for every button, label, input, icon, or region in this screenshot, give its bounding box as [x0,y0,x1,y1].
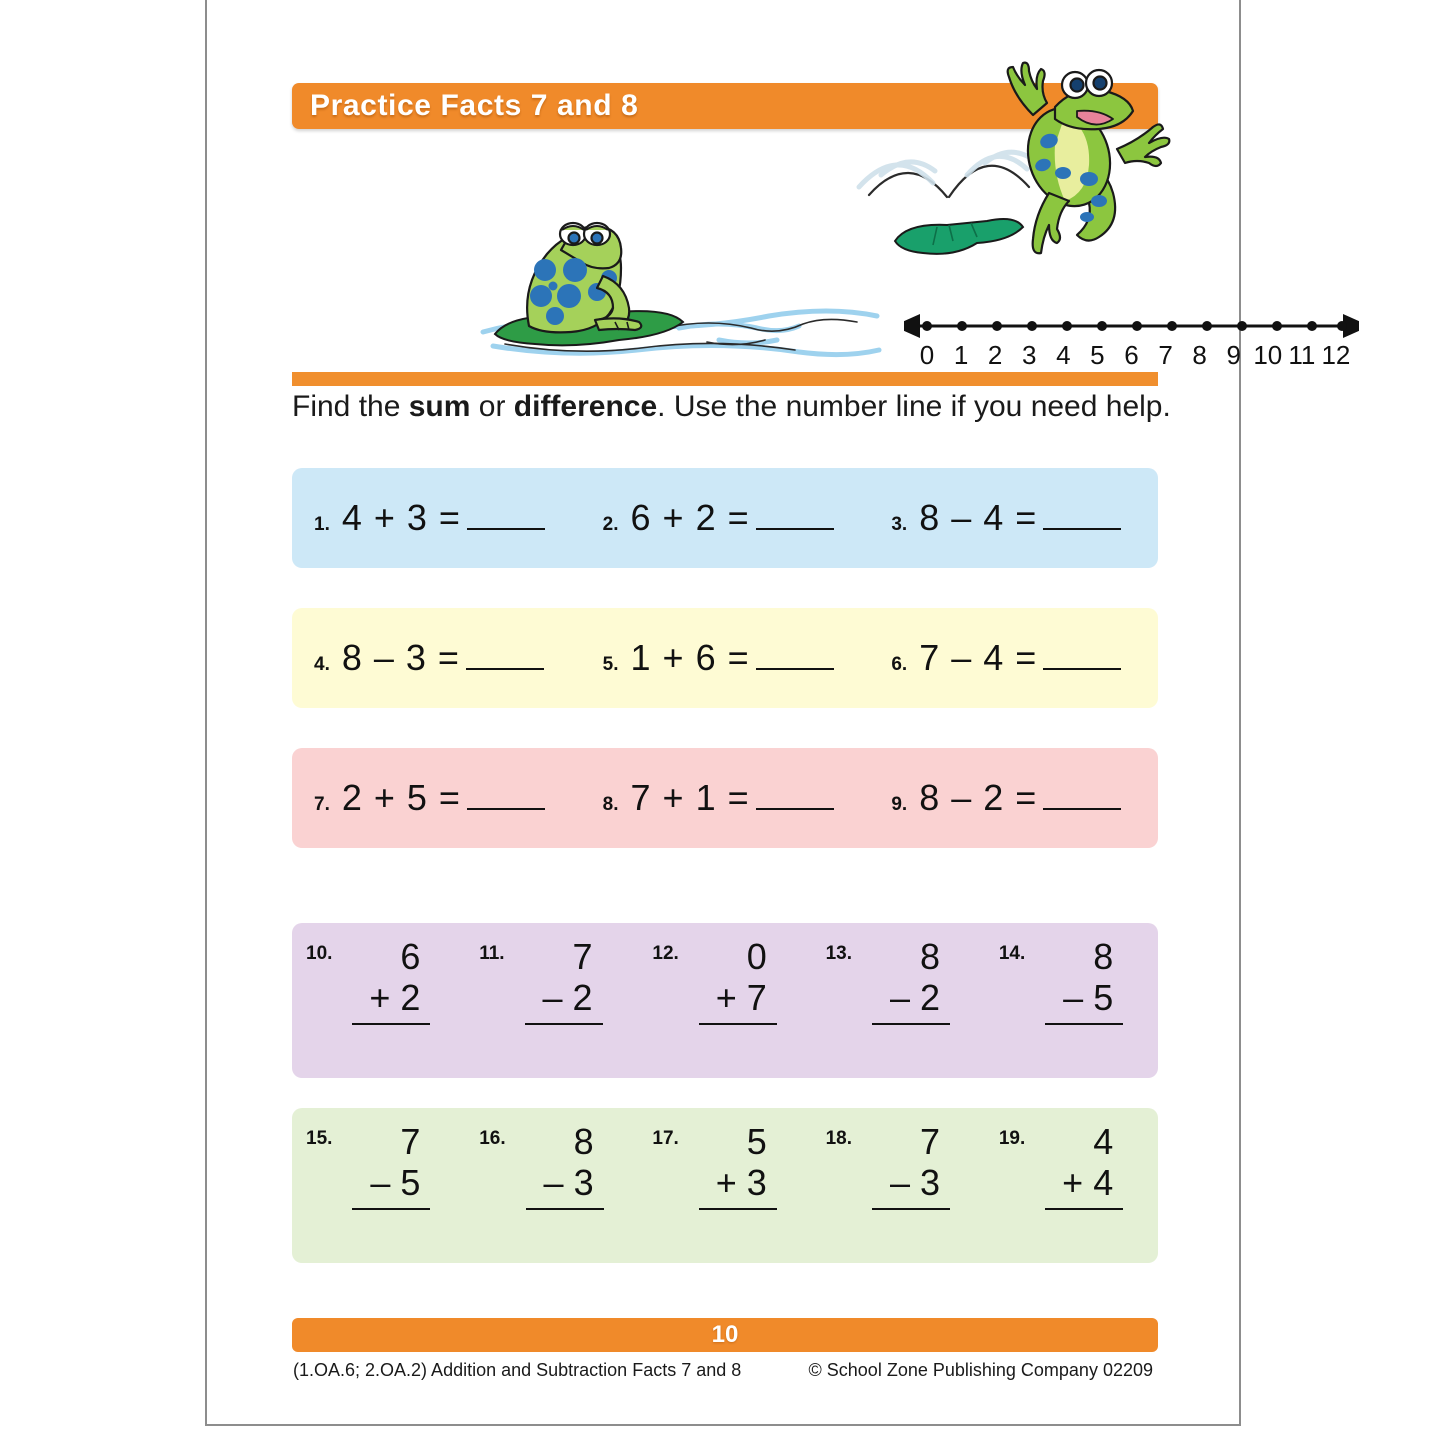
problem-16-operator: – [543,1162,564,1203]
problem-9-number: 9. [891,794,908,815]
problem-16-top: 8 [573,1121,594,1162]
problem-11-addend: 2 [572,977,593,1018]
problem-11 [465,936,638,1025]
problem-17-operator: + [715,1162,737,1203]
copyright-footnote: © School Zone Publishing Company 02209 [808,1360,1153,1380]
problem-18-answer-line[interactable] [872,1208,950,1210]
number-line-tick-10: 10 [1253,340,1283,370]
page-number-bar [292,1318,1158,1352]
problem-18-bottom [890,1160,950,1202]
problem-9-answer-blank[interactable] [1043,808,1121,810]
problem-11-number: 11. [479,943,505,964]
problem-17-addend: 3 [746,1162,767,1203]
problem-5-number: 5. [602,654,619,675]
problem-18-operator: – [889,1162,910,1203]
page-number: 10 [711,1321,739,1348]
problem-row-2 [292,608,1158,708]
problem-13-bottom [890,975,950,1017]
sitting-frog-shape [527,223,641,332]
lilypad-shape [895,219,1023,254]
problem-15-bottom [370,1160,430,1202]
problem-1-number: 1. [314,514,330,535]
problem-8-expression: 7 + 1 = [630,777,750,818]
problem-12-number: 12. [652,943,679,964]
problem-8-number: 8. [602,794,619,815]
problem-16-addend: 3 [573,1162,594,1203]
problem-1 [292,497,581,539]
orange-divider [292,372,1158,386]
problem-12-top: 0 [746,936,767,977]
problem-18-addend: 3 [920,1162,941,1203]
problem-5-answer-blank[interactable] [756,668,834,670]
problem-13-addend: 2 [920,977,941,1018]
problem-19-number: 19. [998,1128,1026,1149]
number-line-tick-3: 3 [1022,340,1037,370]
problem-15-operator: – [370,1162,391,1203]
problem-3-number: 3. [891,514,908,535]
instruction-bold-difference: difference [513,390,658,423]
problem-11-answer-line[interactable] [525,1023,603,1025]
problem-2-number: 2. [602,514,619,535]
problem-10-bottom [369,975,430,1017]
jumping-frog-illustration [837,45,1187,335]
problem-4-number: 4. [314,654,330,675]
problem-14-answer-line[interactable] [1045,1023,1123,1025]
problem-10-answer-line[interactable] [352,1023,430,1025]
problem-10-top: 6 [400,936,421,977]
problem-17-top: 5 [746,1121,767,1162]
problem-14-top: 8 [1093,936,1114,977]
problem-7-expression: 2 + 5 = [341,777,461,818]
number-line-tick-11: 11 [1288,340,1316,370]
problem-8 [581,777,870,819]
problem-1-answer-blank[interactable] [467,528,545,530]
problem-14 [985,936,1158,1025]
problem-15 [292,1121,465,1210]
instruction-part-2: or [470,390,514,423]
problem-19-operator: + [1062,1162,1084,1203]
number-line [904,312,1359,372]
instruction-part-1: Find the [292,390,409,423]
problem-2 [581,497,870,539]
standards-footnote: (1.OA.6; 2.OA.2) Addition and Subtraction Facts 7 and 8 [293,1360,742,1380]
problem-16-number: 16. [479,1128,506,1149]
problem-band-blue [292,468,1158,568]
number-line-tick-1: 1 [953,340,969,370]
instruction-text [292,390,1172,424]
problem-14-number: 14. [998,943,1026,964]
problem-13-top: 8 [920,936,941,977]
problem-6-answer-blank[interactable] [1043,668,1121,670]
problem-15-number: 15. [306,1128,333,1149]
page-sheet [205,0,1351,1426]
problem-12-addend: 7 [746,977,767,1018]
number-line-graphic [904,312,1359,342]
sitting-frog-illustration [469,212,889,382]
number-line-tick-0: 0 [919,340,935,370]
problem-10-number: 10. [306,943,333,964]
problem-5-expression: 1 + 6 = [630,637,750,678]
problem-17-bottom [716,1160,777,1202]
problem-17-number: 17. [652,1128,679,1149]
problem-15-top: 7 [400,1121,421,1162]
number-line-tick-6: 6 [1124,340,1139,370]
problem-18-top: 7 [920,1121,941,1162]
problem-4-expression: 8 – 3 = [341,637,460,678]
problem-16-answer-line[interactable] [526,1208,604,1210]
problem-7-number: 7. [314,794,330,815]
problem-band-purple [292,923,1158,1078]
problem-3 [869,497,1158,539]
problem-1-expression: 4 + 3 = [341,497,461,538]
problem-10-operator: + [369,977,391,1018]
number-line-tick-4: 4 [1056,340,1071,370]
number-line-tick-5: 5 [1090,340,1105,370]
number-line-labels [904,340,1359,371]
instruction-bold-sum: sum [408,390,471,423]
problem-11-bottom [543,975,603,1017]
problem-13-number: 13. [825,943,853,964]
problem-7 [292,777,581,819]
number-line-tick-12: 12 [1321,340,1351,370]
problem-10-addend: 2 [400,977,421,1018]
problem-18 [812,1121,985,1210]
problem-band-pink [292,748,1158,848]
problem-row-3 [292,748,1158,848]
problem-row-4 [292,923,1158,1078]
problem-13 [812,936,985,1025]
problem-9 [869,777,1158,819]
problem-16 [465,1121,638,1210]
number-line-tick-9: 9 [1226,340,1241,370]
instruction-part-3: . Use the number line if you need help. [657,390,1171,423]
number-line-tick-7: 7 [1158,340,1173,370]
problem-15-addend: 5 [400,1162,421,1203]
problem-2-answer-blank[interactable] [756,528,834,530]
problem-12-answer-line[interactable] [699,1023,777,1025]
problem-16-bottom [544,1160,604,1202]
problem-3-answer-blank[interactable] [1043,528,1121,530]
problem-10 [292,936,465,1025]
problem-band-green [292,1108,1158,1263]
problem-3-expression: 8 – 4 = [919,497,1038,538]
problem-row-5 [292,1108,1158,1263]
problem-12 [638,936,811,1025]
problem-18-number: 18. [825,1128,853,1149]
problem-11-top: 7 [572,936,593,977]
problem-17 [638,1121,811,1210]
problem-6-expression: 7 – 4 = [919,637,1038,678]
problem-19-top: 4 [1093,1121,1114,1162]
problem-4 [292,637,581,679]
problem-6-number: 6. [891,654,908,675]
problem-12-operator: + [715,977,737,1018]
problem-14-bottom [1063,975,1123,1017]
problem-row-1 [292,468,1158,568]
number-line-tick-2: 2 [987,340,1003,370]
problem-14-addend: 5 [1093,977,1114,1018]
problem-19-bottom [1062,1160,1123,1202]
page-title: Practice Facts 7 and 8 [310,89,639,122]
problem-6 [869,637,1158,679]
problem-12-bottom [716,975,777,1017]
problem-7-answer-blank[interactable] [467,808,545,810]
problem-9-expression: 8 – 2 = [919,777,1038,818]
problem-17-answer-line[interactable] [699,1208,777,1210]
problem-4-answer-blank[interactable] [466,668,544,670]
number-line-tick-8: 8 [1192,340,1207,370]
jumping-frog-shape [1008,63,1170,254]
problem-13-answer-line[interactable] [872,1023,950,1025]
problem-5 [581,637,870,679]
problem-band-yellow [292,608,1158,708]
problem-19-answer-line[interactable] [1045,1208,1123,1210]
problem-8-answer-blank[interactable] [756,808,834,810]
problem-19-addend: 4 [1093,1162,1114,1203]
problem-13-operator: – [889,977,910,1018]
problem-11-operator: – [542,977,563,1018]
problem-15-answer-line[interactable] [352,1208,430,1210]
problem-2-expression: 6 + 2 = [630,497,750,538]
problem-19 [985,1121,1158,1210]
problem-14-operator: – [1063,977,1084,1018]
